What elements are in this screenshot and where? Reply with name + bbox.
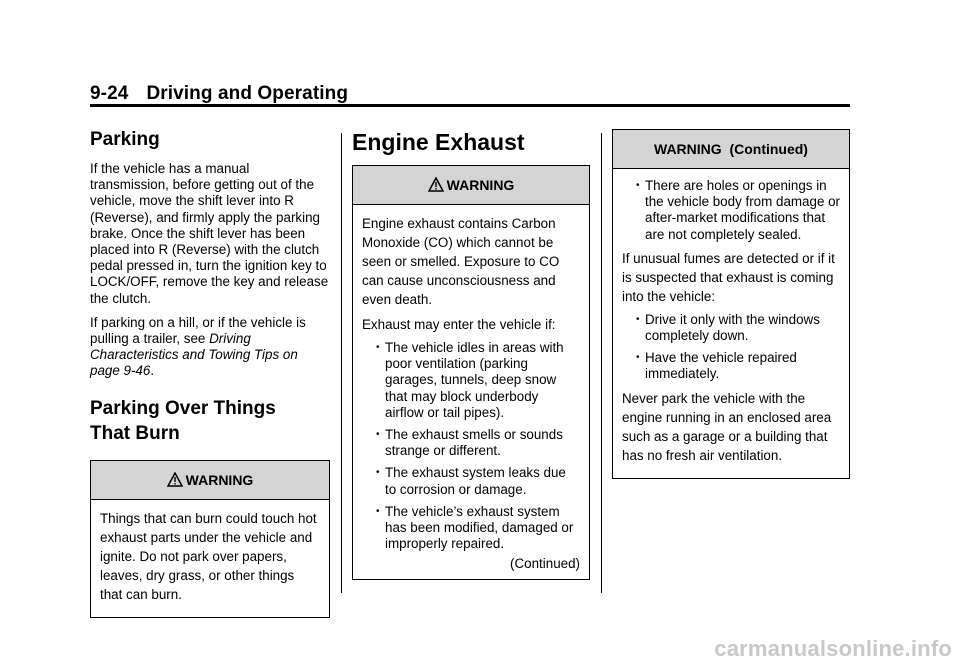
list-item bbox=[362, 465, 580, 497]
list-item bbox=[622, 178, 840, 243]
parking-heading: Parking bbox=[90, 129, 160, 150]
warning-box-continued bbox=[612, 129, 850, 479]
parking-paragraph-2-end: . bbox=[150, 363, 155, 379]
parking-paragraph-2 bbox=[90, 315, 330, 380]
never-park-paragraph: Never park the vehicle with the engine running in an enclosed area such as a garage or a building that has no fresh air ventilation. bbox=[622, 390, 832, 463]
fumes-paragraph: If unusual fumes are detected or if it is suspected that exhaust is coming into the vehicle: bbox=[622, 250, 835, 304]
list-item bbox=[622, 350, 840, 382]
bullet-icon: • bbox=[376, 505, 380, 517]
list-item-text: The vehicle idles in areas with poor ventilation (parking garages, tunnels, deep snow that may block underbody airflow or tail pipes). bbox=[385, 340, 564, 420]
list-item-text: The exhaust smells or sounds strange or different. bbox=[385, 427, 563, 459]
exhaust-lead: Exhaust may enter the vehicle if: bbox=[362, 317, 556, 332]
parking-paragraph-1: If the vehicle has a manual transmission, before getting out of the vehicle, move the shift lever into R (Reverse), and firmly apply the parking brake. Once the shift lever has been placed into R (Reverse) with the clutch pedal pressed in, turn the ignition key to LOCK/OFF, remove the key and release the clutch. bbox=[90, 161, 329, 306]
warning-box-body bbox=[91, 500, 329, 617]
bullet-icon: • bbox=[636, 352, 640, 364]
parking-over-things-heading bbox=[90, 396, 330, 446]
exhaust-bullet-list bbox=[362, 340, 580, 552]
warning-box-header bbox=[91, 461, 329, 500]
list-item bbox=[362, 504, 580, 553]
header-rule bbox=[90, 104, 850, 107]
column-right bbox=[612, 129, 850, 479]
bullet-icon: • bbox=[376, 429, 380, 441]
column-divider-1 bbox=[341, 133, 342, 593]
list-item-text: There are holes or openings in the vehicle body from damage or after-market modifications that are not completely sealed. bbox=[645, 178, 841, 242]
parking-over-heading-line1: Parking Over Things bbox=[90, 397, 276, 419]
bullet-icon: • bbox=[376, 467, 380, 479]
warning-title: WARNING bbox=[446, 177, 515, 193]
warning-box-header bbox=[353, 166, 589, 205]
warning-box-body bbox=[613, 169, 849, 478]
list-item bbox=[362, 427, 580, 459]
column-middle bbox=[352, 129, 590, 580]
warning-box-header: WARNING (Continued) bbox=[613, 130, 849, 169]
engine-exhaust-heading: Engine Exhaust bbox=[352, 129, 525, 155]
section-title: Driving and Operating bbox=[146, 83, 349, 104]
warning-box-exhaust bbox=[352, 165, 590, 580]
page-number: 9-24 bbox=[90, 83, 129, 104]
warning-text: Things that can burn could touch hot exhaust parts under the vehicle and ignite. Do not park over papers, leaves, dry grass, or other things that can burn. bbox=[100, 510, 317, 602]
continued-bullet-list bbox=[622, 178, 840, 243]
continued-label: (Continued) bbox=[510, 556, 580, 572]
fumes-bullet-list bbox=[622, 312, 840, 383]
exhaust-intro: Engine exhaust contains Carbon Monoxide (CO) which cannot be seen or smelled. Exposure to CO can cause unconsciousness and even death. bbox=[362, 216, 560, 307]
list-item-text: Have the vehicle repaired immediately. bbox=[645, 350, 797, 382]
warning-title: WARNING bbox=[185, 471, 254, 488]
column-left bbox=[90, 129, 330, 618]
parking-over-heading-line2: That Burn bbox=[90, 422, 180, 444]
bullet-icon: • bbox=[636, 180, 640, 191]
list-item bbox=[622, 312, 840, 344]
watermark: carmanualsonline.info bbox=[714, 636, 952, 661]
list-item-text: Drive it only with the windows completely down. bbox=[645, 311, 820, 344]
parking-paragraph-2-text: If parking on a hill, or if the vehicle is pulling a trailer, see bbox=[90, 314, 306, 347]
bullet-icon: • bbox=[636, 313, 640, 325]
bullet-icon: • bbox=[376, 342, 380, 353]
warning-box-burn bbox=[90, 460, 330, 618]
towing-tips-reference[interactable]: Driving Characteristics and Towing Tips on page 9-46 bbox=[90, 331, 298, 379]
column-divider-2 bbox=[601, 133, 602, 593]
list-item bbox=[362, 340, 580, 421]
warning-triangle-icon bbox=[428, 168, 444, 206]
warning-box-body bbox=[353, 205, 589, 579]
page-header bbox=[90, 83, 348, 105]
list-item-text: The exhaust system leaks due to corrosion or damage. bbox=[385, 465, 566, 497]
warning-triangle-icon bbox=[167, 463, 183, 501]
list-item-text: The vehicle’s exhaust system has been modified, damaged or improperly repaired. bbox=[385, 503, 574, 552]
